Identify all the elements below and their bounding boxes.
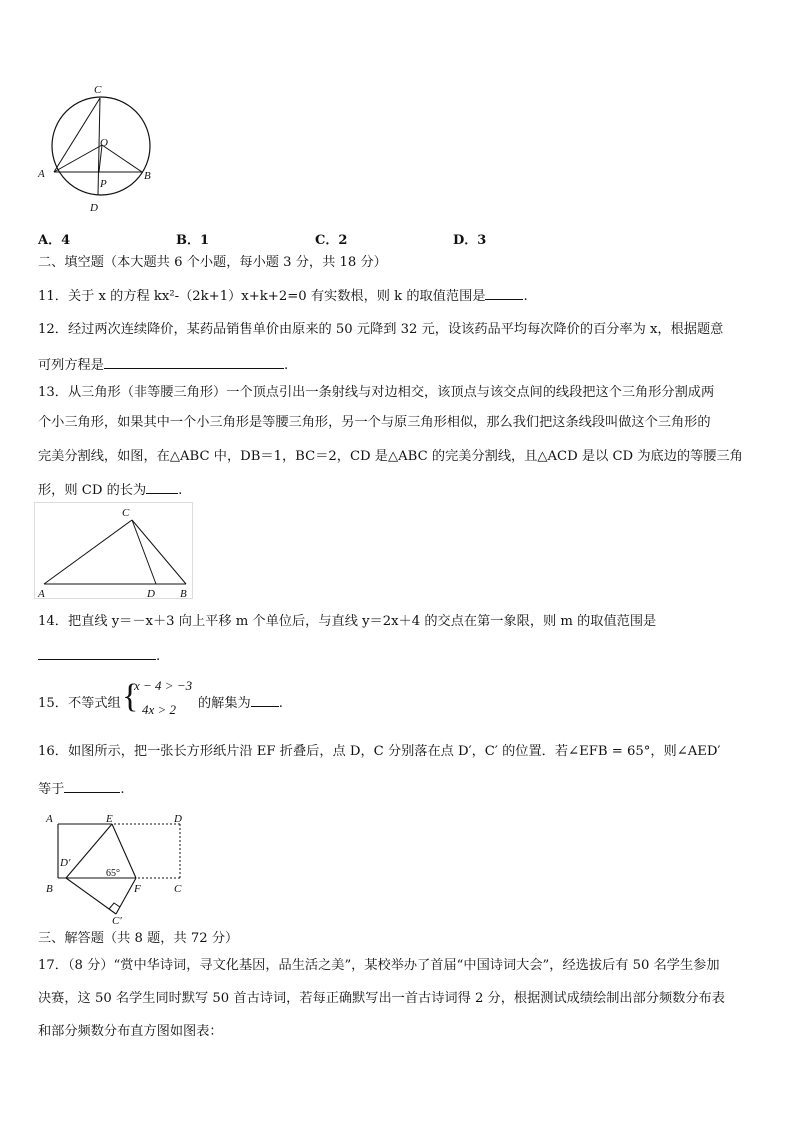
folded-rectangle-figure xyxy=(40,810,200,925)
segment-c-prime-f xyxy=(116,878,136,914)
section2-heading: 二、填空题（本大题共 6 个小题，每小题 3 分，共 18 分） xyxy=(38,255,387,270)
question-15 xyxy=(38,676,338,724)
triangle-figure xyxy=(34,502,194,602)
segment-ac xyxy=(54,98,100,172)
question-16-line1: 16．如图所示，把一张长方形纸片沿 EF 折叠后，点 D，C 分别落在点 D′，C′ 的位置．若∠EFB = 65°，则∠AED′ xyxy=(38,744,721,759)
label-c-prime: C′ xyxy=(112,915,122,925)
choice-b: B．1 xyxy=(176,233,210,248)
label-a: A xyxy=(38,168,45,180)
circle-figure xyxy=(34,80,164,216)
q14-end: . xyxy=(156,649,161,664)
label-p: P xyxy=(100,178,107,190)
label-c: C xyxy=(122,507,130,519)
q15-inequality-2: 4x > 2 xyxy=(142,702,177,717)
side-ac xyxy=(44,520,132,584)
question-11 xyxy=(38,286,528,306)
q15-end: . xyxy=(278,696,283,711)
label-e: E xyxy=(106,813,113,825)
question-17-line1: 17．（8 分）“赏中华诗词，寻文化基因，品生活之美”，某校举办了首届“中国诗词大会”，经选拔后有 50 名学生参加 xyxy=(38,958,720,973)
label-b: B xyxy=(144,170,151,182)
segment-ao xyxy=(54,145,102,172)
right-angle-mark xyxy=(109,903,120,909)
q11-text: 11．关于 x 的方程 kx²-（2k+1）x+k+2=0 有实数根，则 k 的取值范围是 xyxy=(38,289,486,304)
question-13-line2: 个小三角形，如果其中一个小三角形是等腰三角形，另一个与原三角形相似，那么我们把这条线段叫做这个三角形的 xyxy=(38,415,711,430)
label-d: D xyxy=(90,202,98,214)
label-d-prime: D′ xyxy=(60,857,71,869)
section3-heading: 三、解答题（共 8 题，共 72 分） xyxy=(38,931,239,946)
brace-icon: { xyxy=(122,678,139,715)
label-angle: 65° xyxy=(106,868,120,879)
question-17-line2: 决赛，这 50 名学生同时默写 50 首古诗词，若每正确默写出一首古诗词得 2 分，根据测试成绩绘制出部分频数分布表 xyxy=(38,991,725,1006)
q15-prefix: 15．不等式组 xyxy=(38,696,121,711)
q14-answer-blank[interactable] xyxy=(38,646,156,660)
q16-answer-blank[interactable] xyxy=(64,779,120,793)
segment-d-prime-c-prime xyxy=(66,878,116,914)
segment-cd xyxy=(132,520,156,584)
q11-end: . xyxy=(523,289,528,304)
question-12-line2 xyxy=(38,355,288,375)
q11-answer-blank[interactable] xyxy=(485,286,523,300)
q13-end: . xyxy=(178,483,183,498)
question-13-line4 xyxy=(38,480,182,500)
label-c: C xyxy=(94,84,102,96)
question-17-line3: 和部分频数分布直方图如图表： xyxy=(38,1024,223,1039)
q15-suffix: 的解集为 xyxy=(198,696,251,711)
q15-suffix-group xyxy=(198,692,283,711)
q15-answer-blank[interactable] xyxy=(251,693,279,707)
question-12-line1: 12．经过两次连续降价，某药品销售单价由原来的 50 元降到 32 元，设该药品平均每次降价的百分率为 x，根据题意 xyxy=(38,322,724,337)
q12-answer-blank[interactable] xyxy=(104,355,284,369)
label-b: B xyxy=(180,588,187,600)
question-16-line2 xyxy=(38,779,125,799)
question-14-line1: 14．把直线 y＝－x＋3 向上平移 m 个单位后，与直线 y＝2x＋4 的交点在第一象限，则 m 的取值范围是 xyxy=(38,614,657,629)
label-d: D xyxy=(147,588,155,600)
question-13-line3: 完美分割线，如图，在△ABC 中，DB＝1，BC＝2，CD 是△ABC 的完美分割线，且△ACD 是以 CD 为底边的等腰三角 xyxy=(38,449,743,464)
q15-inequality-1: x − 4 > −3 xyxy=(134,678,193,693)
segment-ob xyxy=(102,145,142,172)
label-c: C xyxy=(174,883,182,895)
label-a: A xyxy=(38,588,45,600)
choice-d: D．3 xyxy=(453,233,487,248)
label-d: D xyxy=(174,813,182,825)
q16-text: 等于 xyxy=(38,782,65,797)
choice-a: A．4 xyxy=(38,233,71,248)
q13-text: 形，则 CD 的长为 xyxy=(38,483,147,498)
q12-end: . xyxy=(283,358,289,373)
label-a: A xyxy=(46,813,53,825)
question-13-line1: 13．从三角形（非等腰三角形）一个顶点引出一条射线与对边相交，该顶点与该交点间的线段把这个三角形分割成两 xyxy=(38,385,715,400)
choice-c: C．2 xyxy=(315,233,348,248)
label-o: O xyxy=(100,137,108,149)
q16-end: . xyxy=(120,782,125,797)
question-14-line2 xyxy=(38,646,160,666)
q13-answer-blank[interactable] xyxy=(146,480,178,494)
label-f: F xyxy=(134,883,141,895)
q12-text: 可列方程是 xyxy=(38,358,104,373)
label-b: B xyxy=(46,883,53,895)
segment-op xyxy=(99,145,102,172)
side-cb xyxy=(132,520,186,584)
